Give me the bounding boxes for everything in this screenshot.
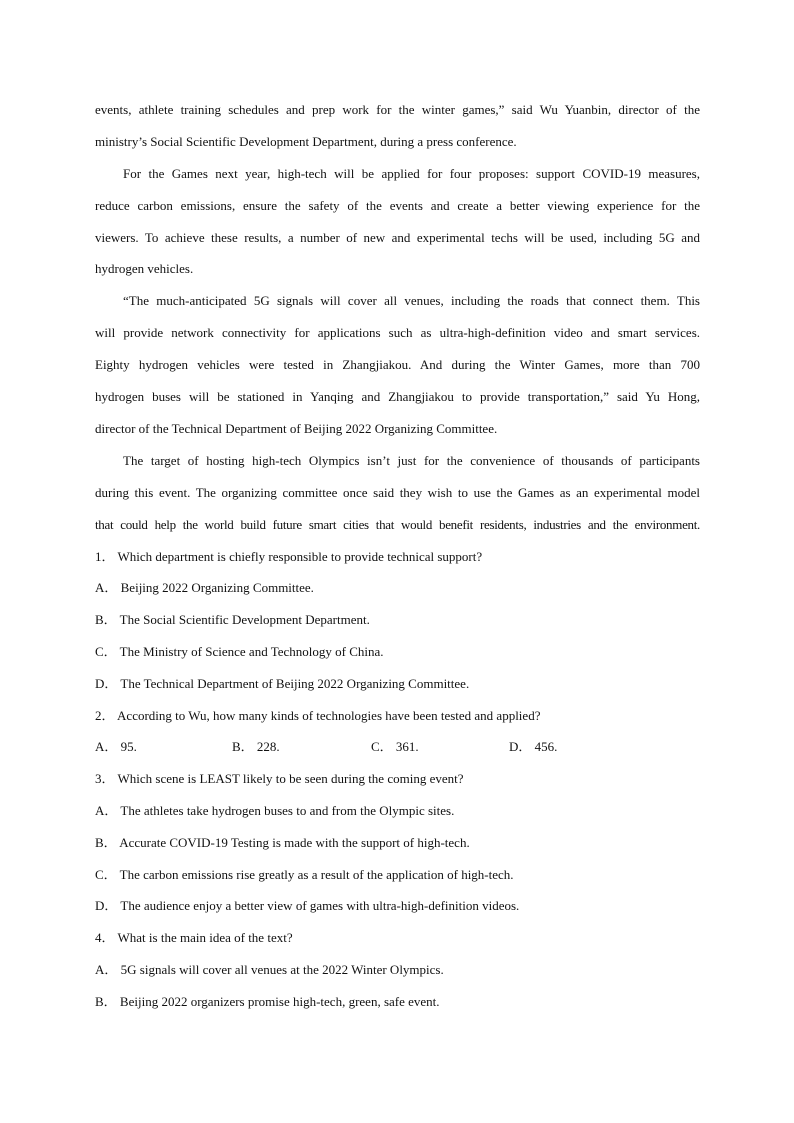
- paragraph-line: reduce carbon emissions, ensure the safety of the events and create a better viewing experience for the: [95, 198, 700, 213]
- paragraph-line: will provide network connectivity for applications such as ultra-high-definition video and smart services.: [95, 325, 700, 340]
- paragraph-line: Eighty hydrogen vehicles were tested in Zhangjiakou. And during the Winter Games, more than 700: [95, 357, 700, 372]
- question-3-option-b: B． Accurate COVID-19 Testing is made with the support of high-tech.: [95, 835, 470, 850]
- question-2-option-b: B． 228.: [232, 739, 280, 754]
- paragraph-line: during this event. The organizing committee once said they wish to use the Games as an experimental model: [95, 485, 700, 500]
- question-2-option-c: C． 361.: [371, 739, 419, 754]
- question-1-option-b: B． The Social Scientific Development Department.: [95, 612, 370, 627]
- question-4-option-b: B． Beijing 2022 organizers promise high-tech, green, safe event.: [95, 994, 440, 1009]
- paragraph-line: events, athlete training schedules and prep work for the winter games,” said Wu Yuanbin, director of the: [95, 102, 700, 117]
- paragraph-line: For the Games next year, high-tech will be applied for four proposes: support COVID-19 measures,: [123, 166, 700, 181]
- question-3-option-c: C． The carbon emissions rise greatly as a result of the application of high-tech.: [95, 867, 514, 882]
- question-2-option-d: D． 456.: [509, 739, 558, 754]
- question-3-stem: 3． Which scene is LEAST likely to be seen during the coming event?: [95, 771, 464, 786]
- question-2-option-a: A． 95.: [95, 739, 137, 754]
- question-4-stem: 4． What is the main idea of the text?: [95, 930, 293, 945]
- question-1-option-c: C． The Ministry of Science and Technology of China.: [95, 644, 384, 659]
- paragraph-line: viewers. To achieve these results, a number of new and experimental techs will be used, including 5G and: [95, 230, 700, 245]
- paragraph-line: “The much-anticipated 5G signals will cover all venues, including the roads that connect them. This: [123, 293, 700, 308]
- question-2-stem: 2． According to Wu, how many kinds of technologies have been tested and applied?: [95, 708, 541, 723]
- question-4-option-a: A． 5G signals will cover all venues at the 2022 Winter Olympics.: [95, 962, 444, 977]
- paragraph-line: that could help the world build future smart cities that would benefit residents, industries and the environment.: [95, 517, 700, 532]
- paragraph-line: hydrogen vehicles.: [95, 261, 194, 276]
- question-1-option-d: D． The Technical Department of Beijing 2022 Organizing Committee.: [95, 676, 470, 691]
- paragraph-line: ministry’s Social Scientific Development Department, during a press conference.: [95, 134, 517, 149]
- paragraph-line: hydrogen buses will be stationed in Yanqing and Zhangjiakou to provide transportation,” said Yu Hong,: [95, 389, 700, 404]
- question-1-stem: 1． Which department is chiefly responsible to provide technical support?: [95, 549, 483, 564]
- paragraph-line: director of the Technical Department of Beijing 2022 Organizing Committee.: [95, 421, 498, 436]
- question-1-option-a: A． Beijing 2022 Organizing Committee.: [95, 580, 314, 595]
- question-3-option-a: A． The athletes take hydrogen buses to and from the Olympic sites.: [95, 803, 455, 818]
- paragraph-line: The target of hosting high-tech Olympics isn’t just for the convenience of thousands of participants: [123, 453, 700, 468]
- question-3-option-d: D． The audience enjoy a better view of games with ultra-high-definition videos.: [95, 898, 520, 913]
